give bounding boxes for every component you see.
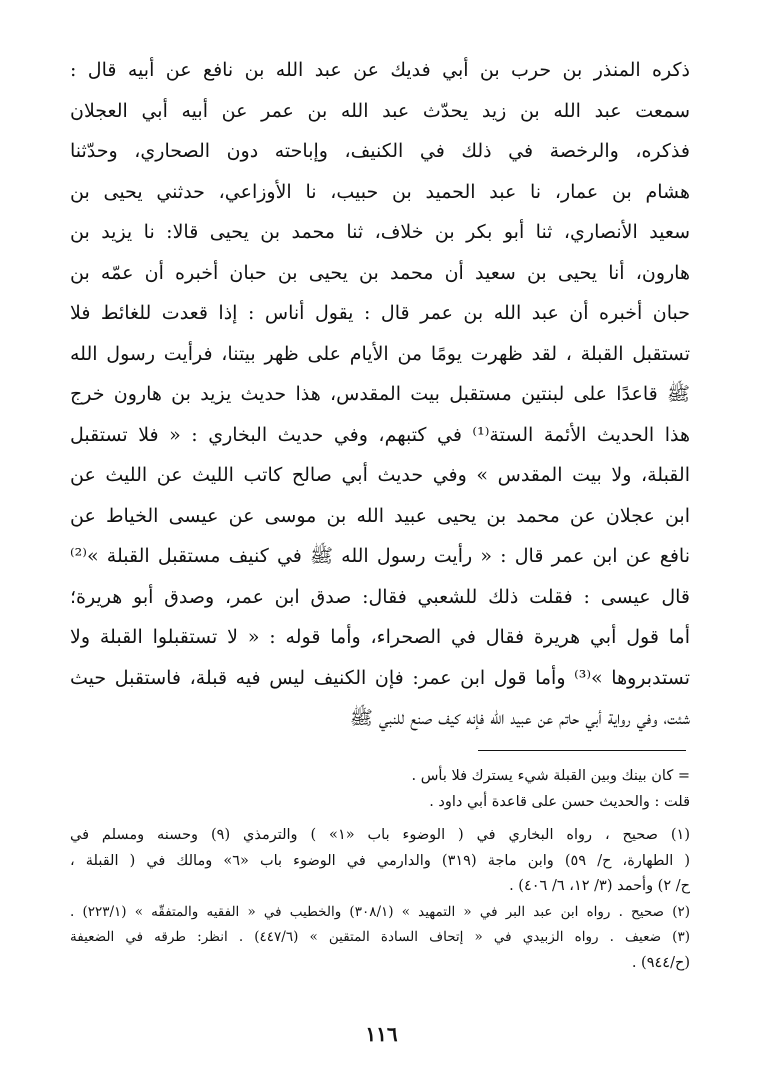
footnote-remark: قلت : والحديث حسن على قاعدة أبي داود . <box>429 793 690 810</box>
footnote-3-line: (٣) ضعيف . رواه الزبيدي في « إتحاف السادة المتقين » (٤٤٧/٦) . انظر: طرقه في الضعيفة <box>70 929 690 945</box>
text-line: ابن عجلان عن محمد بن يحيى عبيد الله بن موسى عن عيسى الخياط عن <box>70 504 690 527</box>
footnote-1-line: ( الطهارة، ح/ ٥٩) وابن ماجة (٣١٩) والدارمي في الوضوء باب «٦» ومالك في ( القبلة ، <box>70 852 690 869</box>
text-line: سمعت عبد الله بن زيد يحدّث عبد الله بن عمر عن أبيه أبي العجلان <box>70 99 690 122</box>
footnote-3-line: (ح/٩٤٤) . <box>631 954 690 971</box>
text-line: تستقبل القبلة ، لقد ظهرت يومًا من الأيام على ظهر بيتنا، فرأيت رسول الله <box>70 342 690 365</box>
text-line: هارون، أنا يحيى بن سعيد أن محمد بن يحيى بن حبان أخبره أن عمّه بن <box>70 261 690 284</box>
footnote-divider <box>478 750 686 751</box>
text-line: ﷺ قاعدًا على لبنتين مستقبل بيت المقدس، هذا حديث يزيد بن هارون خرج <box>70 383 690 405</box>
text-line: شئت، وفي رواية أبي حاتم عن عبيد الله فإنه كيف صنع للنبي ﷺ <box>349 707 690 729</box>
footnote-2: (٢) صحيح . رواه ابن عبد البر في « التمهيد » (٣٠٨/١) والخطيب في « الفقيه والمتفقّه » (٢٢٣/١) . <box>70 903 690 920</box>
text-line: قال عيسى : فقلت ذلك للشعبي فقال: صدق ابن عمر، وصدق أبو هريرة؛ <box>70 585 690 608</box>
text-line: هشام بن عمار، نا عبد الحميد بن حبيب، نا الأوزاعي، حدثني يحيى بن <box>70 180 690 203</box>
text-line: سعيد الأنصاري، ثنا أبو بكر بن خلاف، ثنا محمد بن يحيى قالا: نا يزيد بن <box>70 221 690 243</box>
text-line: هذا الحديث الأئمة الستة⁽¹⁾ في كتبهم، وفي حديث البخاري : « فلا تستقبل <box>70 423 690 446</box>
text-line: القبلة، ولا بيت المقدس » وفي حديث أبي صالح كاتب الليث عن الليث عن <box>70 464 690 486</box>
page-number: ١١٦ <box>365 1022 398 1046</box>
footnote-continuation: = كان بينك وبين القبلة شيء يسترك فلا بأس . <box>411 768 690 784</box>
footnote-1-line: (١) صحيح ، رواه البخاري في ( الوضوء باب «١» ) والترمذي (٩) وحسنه ومسلم في <box>70 827 690 843</box>
main-text <box>70 50 690 739</box>
text-line: نافع عن ابن عمر قال : « رأيت رسول الله ﷺ في كنيف مستقبل القبلة »⁽²⁾ <box>70 545 690 567</box>
footnotes <box>70 764 690 976</box>
text-line: حبان أخبره أن عبد الله بن عمر قال : يقول أناس : إذا قعدت للغائط فلا <box>70 302 690 324</box>
footnote-1-line: ح/ ٢) وأحمد (٣/ ١٢، ٦/ ٤٠٦) . <box>509 878 690 894</box>
text-line: فذكره، والرخصة في ذلك في الكنيف، وإباحته دون الصحاري، وحدّثنا <box>70 140 690 162</box>
text-line: تستدبروها »⁽³⁾ وأما قول ابن عمر: فإن الكنيف ليس فيه قبلة، فاستقبل حيث <box>70 666 690 689</box>
text-line: أما قول أبي هريرة فقال في الصحراء، وأما قوله : « لا تستقبلوا القبلة ولا <box>70 626 690 648</box>
text-line: ذكره المنذر بن حرب بن أبي فديك عن عبد الله بن نافع عن أبيه قال : <box>70 59 690 81</box>
